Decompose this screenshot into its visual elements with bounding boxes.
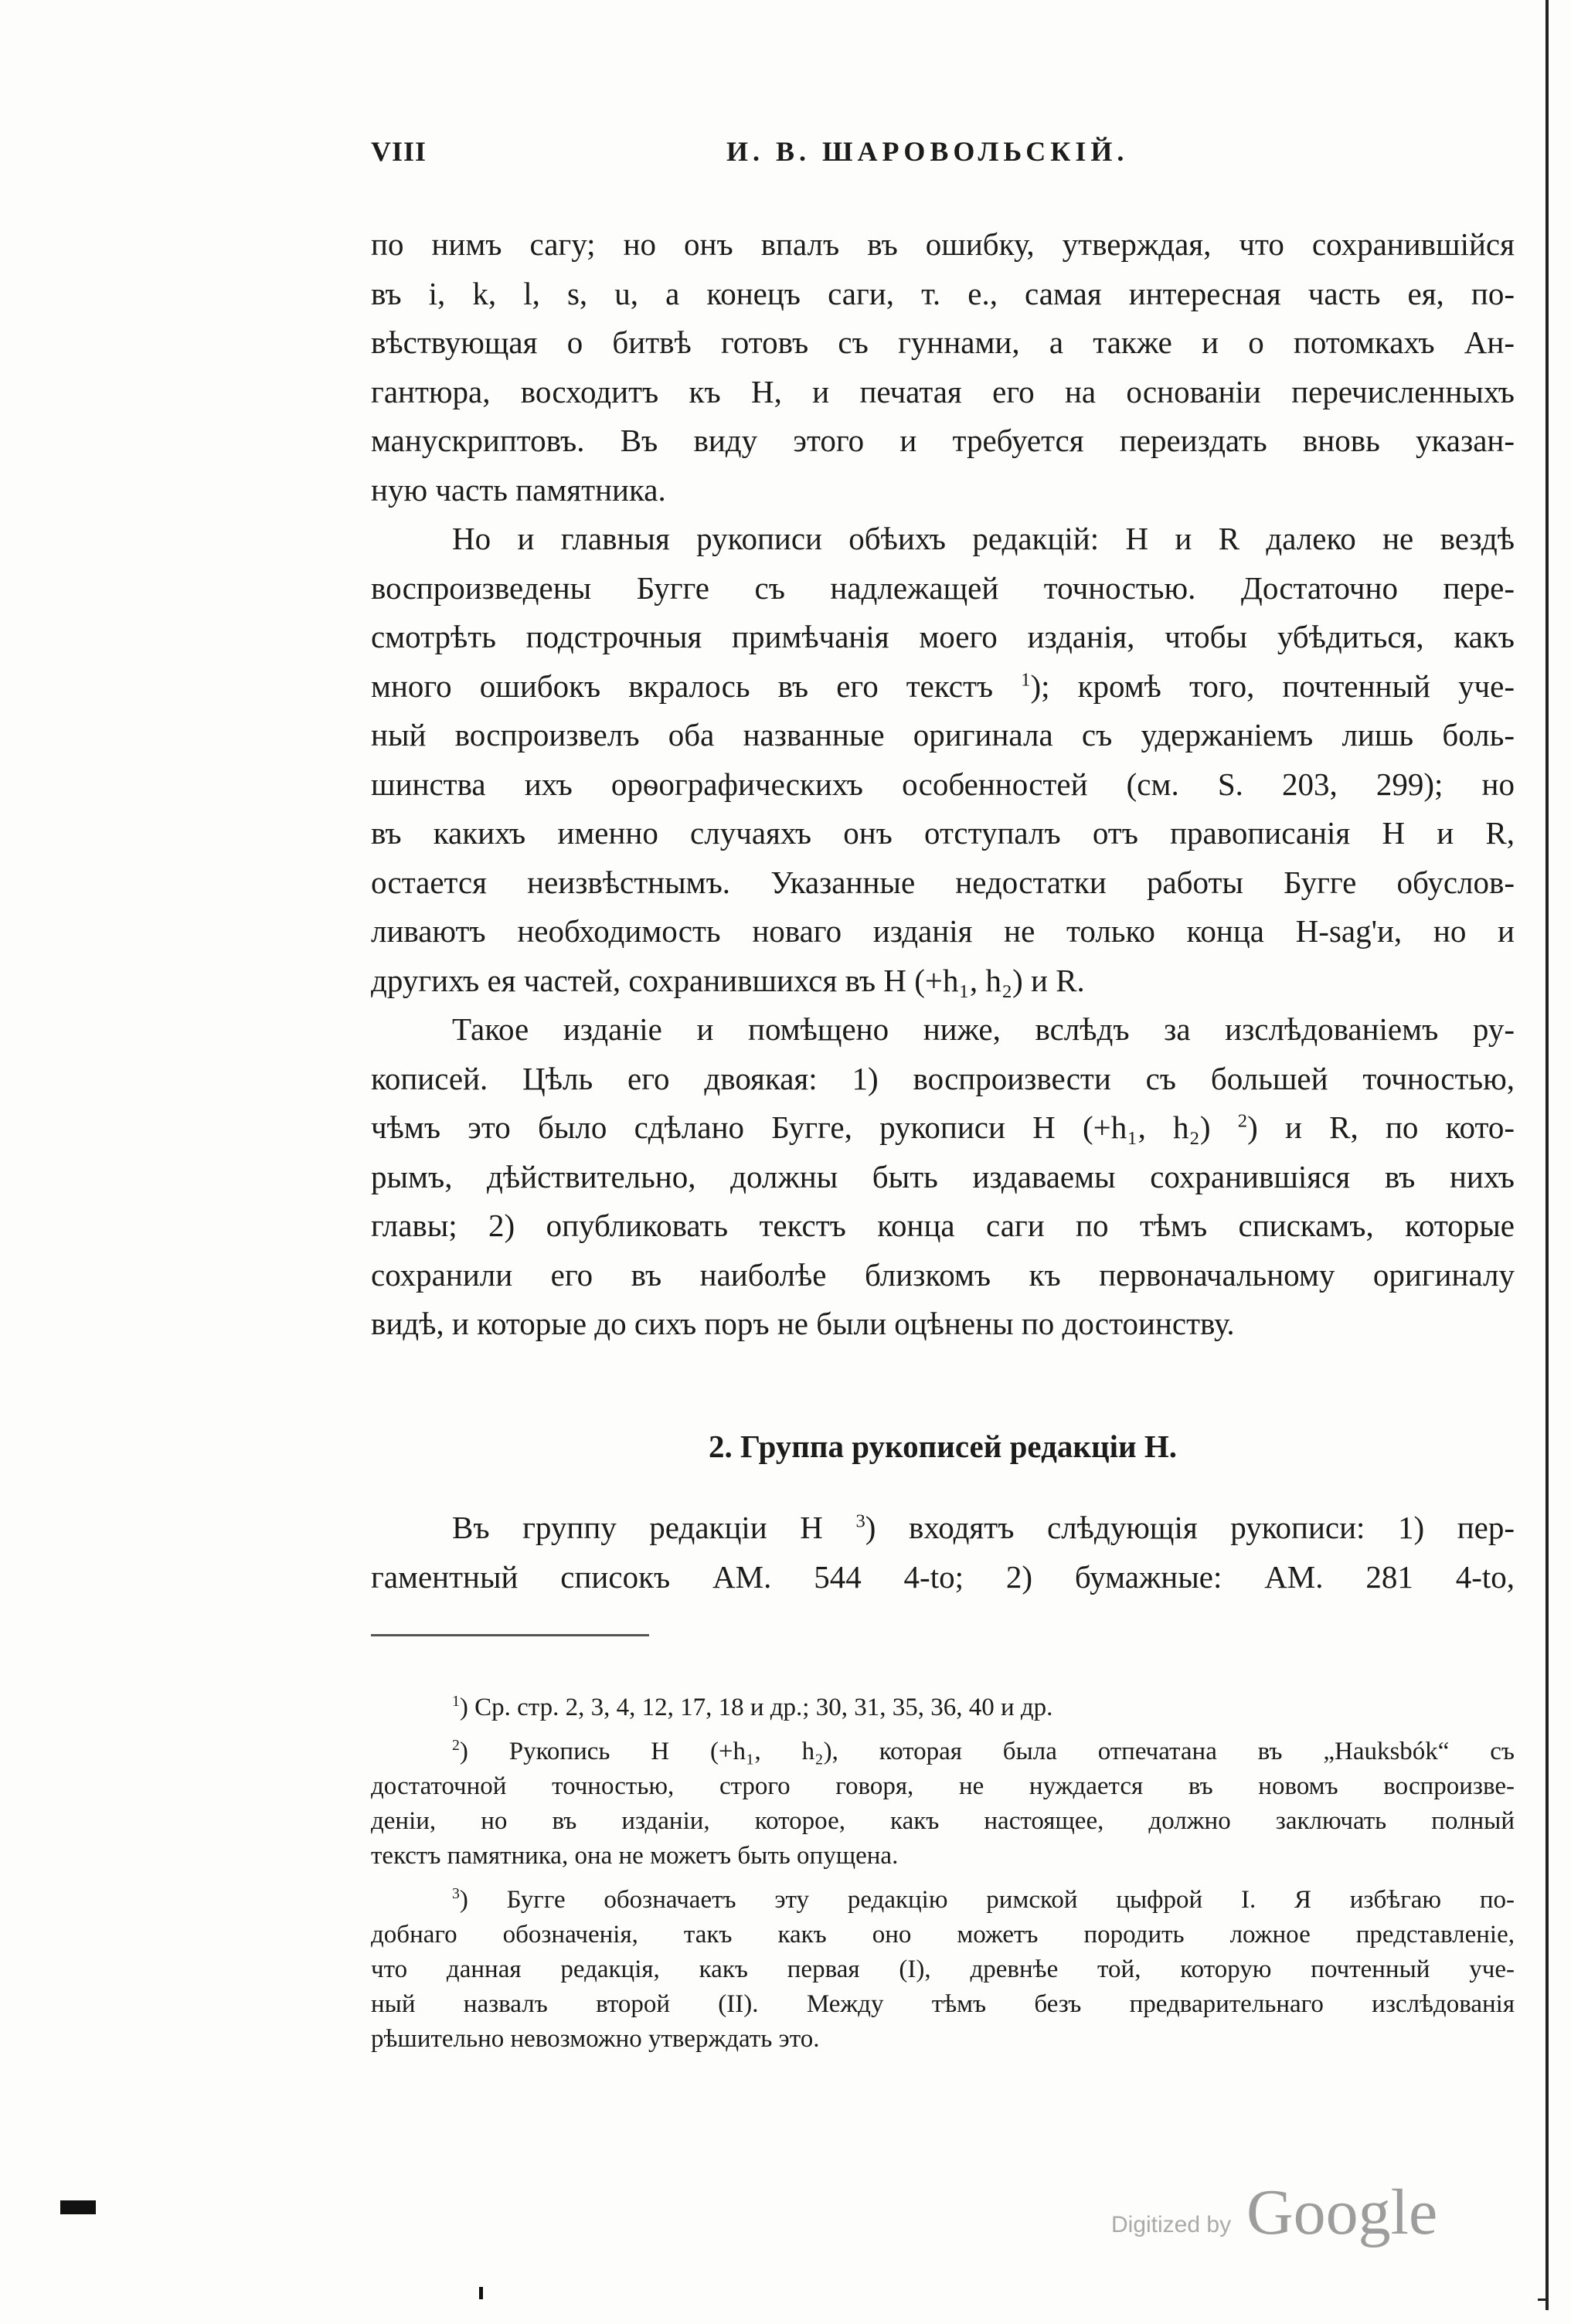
footnote-ref: 1	[1021, 668, 1031, 690]
footnote-marker: 3	[452, 1885, 460, 1902]
text-line: достаточной точностью, строго говоря, не нуждается въ новомъ воспроизве-	[371, 1772, 1515, 1800]
text-line: по нимъ сагу; но онъ впалъ въ ошибку, утверждая, что сохранившійся	[371, 226, 1515, 262]
text-line: въ какихъ именно случаяхъ онъ отступалъ отъ правописанія H и R,	[371, 815, 1515, 851]
footnotes	[371, 1690, 1515, 2066]
text-line: вѣствующая о битвѣ готовъ съ гуннами, а также и о потомкахъ Ан-	[371, 324, 1515, 360]
page-edge-line	[1538, 2299, 1549, 2301]
text-segment: чѣмъ это было сдѣлано Бугге, рукописи H (+h₁, h₂)	[371, 1109, 1211, 1145]
text-line: Но и главныя рукописи обѣихъ редакцій: H и R далеко не вездѣ	[452, 521, 1515, 556]
digitized-by-google-watermark	[1111, 2175, 1451, 2260]
footnote-divider	[371, 1634, 649, 1636]
running-title: И. В. ШАРОВОЛЬСКІЙ.	[726, 136, 1129, 167]
footnote-2	[371, 1735, 1515, 1874]
footnote-ref: 2	[1237, 1110, 1248, 1132]
text-segment: ) входятъ слѣдующія рукописи: 1) пер-	[865, 1510, 1515, 1545]
paragraph-3	[371, 1005, 1515, 1349]
watermark-digitized-text: Digitized by	[1111, 2212, 1232, 2237]
text-segment: ) Рукопись H (+h₁, h₂), которая была отпечатана въ „Hauksbók“ съ	[459, 1738, 1515, 1765]
footnote-marker: 1	[452, 1693, 460, 1710]
footnote-1	[371, 1690, 1515, 1725]
scan-artifact-mark	[479, 2287, 483, 2299]
text-line: текстъ памятника, она не можетъ быть опущена.	[371, 1842, 899, 1870]
text-line: рымъ, дѣйствительно, должны быть издаваемы сохранившіяся въ нихъ	[371, 1158, 1515, 1194]
google-logo: Google	[1246, 2176, 1438, 2248]
text-line: гаментный списокъ AM. 544 4-to; 2) бумажные: AM. 281 4-to,	[371, 1559, 1515, 1595]
text-segment: ) и R, по кото-	[1247, 1109, 1515, 1145]
text-line	[371, 1503, 1515, 1552]
page-edge-line	[1545, 0, 1549, 2310]
text-line	[371, 1735, 1515, 1769]
text-line	[371, 1883, 1515, 1918]
text-segment: Въ группу редакціи H	[452, 1510, 823, 1545]
text-line	[371, 662, 1515, 712]
page-number: VIII	[371, 136, 427, 167]
text-line: ливаютъ необходимость новаго изданія не только конца H-sag'и, но и	[371, 913, 1515, 949]
text-line: манускриптовъ. Въ виду этого и требуется переиздать вновь указан-	[371, 423, 1515, 458]
text-segment: ); кромѣ того, почтенный уче-	[1030, 668, 1515, 704]
text-segment: ) Ср. стр. 2, 3, 4, 12, 17, 18 и др.; 30, 31, 35, 36, 40 и др.	[459, 1694, 1053, 1721]
paragraph-2	[371, 515, 1515, 1005]
text-segment: много ошибокъ вкралось въ его текстъ	[371, 668, 994, 704]
text-line	[371, 1103, 1515, 1153]
text-line: воспроизведены Бугге съ надлежащей точностью. Достаточно пере-	[371, 569, 1515, 606]
text-line: главы; 2) опубликовать текстъ конца саги по тѣмъ спискамъ, которые	[371, 1208, 1515, 1243]
text-line: сохранили его въ наиболѣе близкомъ къ первоначальному оригиналу	[371, 1256, 1515, 1293]
text-line: ный воспроизвелъ оба названные оригинала съ удержаніемъ лишь боль-	[371, 717, 1515, 753]
text-line: рѣшительно невозможно утверждать это.	[371, 2025, 820, 2053]
paragraph-1	[371, 220, 1515, 515]
text-line: ный назвалъ второй (II). Между тѣмъ безъ предварительнаго изслѣдованія	[371, 1990, 1515, 2018]
footnote-marker: 2	[452, 1737, 460, 1754]
text-line: добнаго обозначенія, такъ какъ оно можетъ породить ложное представленіе,	[371, 1921, 1515, 1949]
text-line: гантюра, восходитъ къ H, и печатая его на основаніи перечисленныхъ	[371, 373, 1515, 409]
page-header	[371, 135, 1515, 182]
text-line: остается неизвѣстнымъ. Указанные недостатки работы Бугге обуслов-	[371, 864, 1515, 900]
text-line: въ i, k, l, s, u, а конецъ саги, т. е., самая интересная часть ея, по-	[371, 275, 1515, 311]
text-line: смотрѣть подстрочныя примѣчанія моего изданія, чтобы убѣдиться, какъ	[371, 619, 1515, 654]
text-line: видѣ, и которые до сихъ поръ не были оцѣнены по достоинству.	[371, 1306, 1235, 1341]
footnote-3	[371, 1883, 1515, 2057]
section-heading: 2. Группа рукописей редакціи H.	[709, 1429, 1177, 1464]
text-line: деніи, но въ изданіи, которое, какъ настоящее, должно заключать полный	[371, 1807, 1515, 1835]
text-segment: ) Бугге обозначаетъ эту редакцію римской цыфрой I. Я избѣгаю по-	[459, 1886, 1515, 1914]
scan-artifact-mark	[60, 2200, 96, 2214]
body-text	[371, 220, 1515, 1349]
text-line: шинства ихъ орѳографическихъ особенностей (см. S. 203, 299); но	[371, 766, 1515, 802]
text-line: что данная редакція, какъ первая (I), древнѣе той, которую почтенный уче-	[371, 1955, 1515, 1983]
text-line	[371, 1690, 1515, 1725]
text-line: ную часть памятника.	[371, 471, 666, 508]
text-line: кописей. Цѣль его двоякая: 1) воспроизвести съ большей точностью,	[371, 1060, 1515, 1096]
text-line: Такое изданіе и помѣщено ниже, вслѣдъ за изслѣдованіемъ ру-	[452, 1011, 1515, 1047]
footnote-ref: 3	[855, 1510, 865, 1532]
section-body	[371, 1503, 1515, 1602]
text-line: другихъ ея частей, сохранившихся въ H (+h₁, h₂) и R.	[371, 962, 1085, 998]
